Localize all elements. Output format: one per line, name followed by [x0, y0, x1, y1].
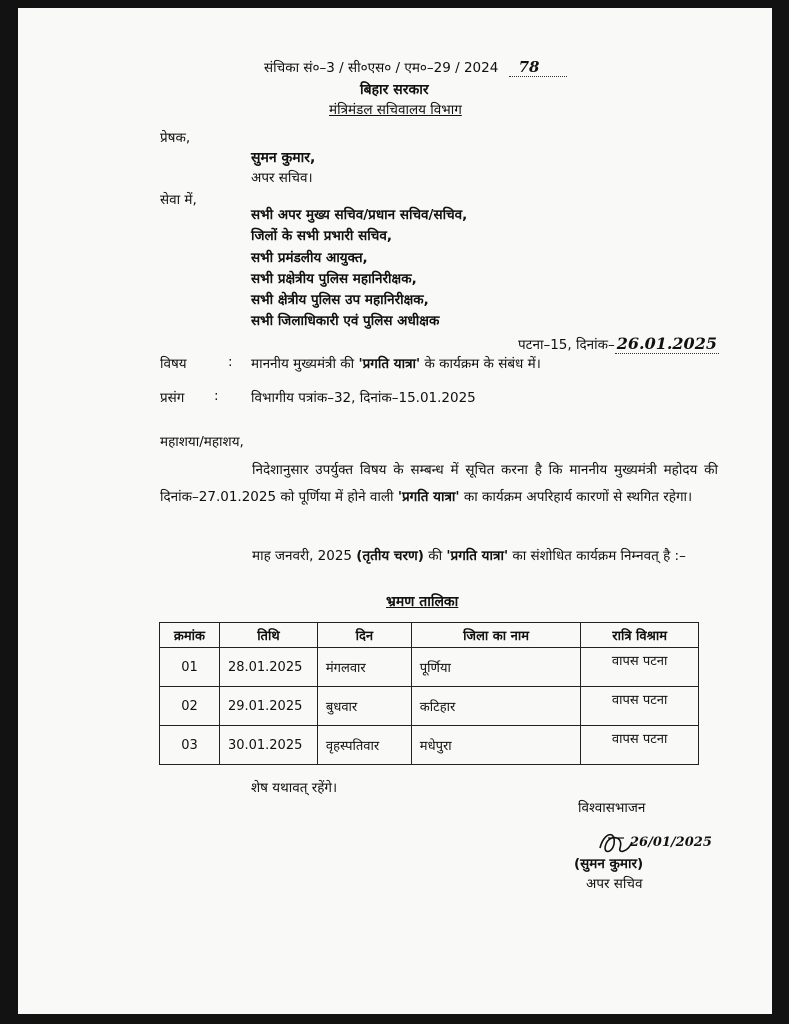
cell-day: वृहस्पतिवार — [317, 726, 411, 765]
place-date: पटना–15, दिनांक– 26.01.2025 — [518, 334, 717, 353]
signature-date: 26/01/2025 — [630, 835, 712, 850]
reference-colon: : — [214, 388, 219, 404]
signatory-designation: अपर सचिव — [586, 876, 643, 892]
recipient-line: सभी जिलाधिकारी एवं पुलिस अधीक्षक — [251, 313, 440, 329]
table-row — [160, 687, 699, 726]
recipients-label: सेवा में, — [160, 192, 197, 208]
cell-night-halt: वापस पटना — [581, 687, 699, 726]
recipient-line: सभी क्षेत्रीय पुलिस उप महानिरीक्षक, — [251, 292, 429, 308]
table-row — [160, 648, 699, 687]
govt-name: बिहार सरकार — [360, 82, 429, 98]
body-paragraph-1: निदेशानुसार उपर्युक्त विषय के सम्बन्ध में सूचित करना है कि माननीय मुख्यमंत्री महोदय की दिनांक–27.01.2025 को पूर्णिया में होने वाली 'प्रगति यात्रा' का कार्यक्रम अपरिहार्य कारणों से स्थगित रहेगा। — [160, 462, 718, 505]
cell-date: 29.01.2025 — [219, 687, 317, 726]
recipient-line: सभी प्रक्षेत्रीय पुलिस महानिरीक्षक, — [251, 271, 417, 287]
cell-day: बुधवार — [317, 687, 411, 726]
col-header-date: तिथि — [219, 623, 317, 648]
closing-note: शेष यथावत् रहेंगे। — [251, 780, 338, 796]
col-header-night-halt: रात्रि विश्राम — [581, 623, 699, 648]
subject-text: माननीय मुख्यमंत्री की 'प्रगति यात्रा' के कार्यक्रम के संबंध में। — [251, 356, 541, 372]
valediction: विश्वासभाजन — [578, 800, 646, 816]
cell-date: 30.01.2025 — [219, 726, 317, 765]
reference-text: विभागीय पत्रांक–32, दिनांक–15.01.2025 — [251, 390, 476, 406]
table-title: भ्रमण तालिका — [386, 594, 459, 610]
handwritten-file-serial: 78 — [518, 58, 540, 76]
salutation: महाशया/महाशय, — [160, 434, 244, 450]
recipient-line: जिलों के सभी प्रभारी सचिव, — [251, 228, 392, 244]
tour-schedule-table — [159, 622, 699, 765]
file-number: संचिका सं०–3 / सी०एस० / एम०–29 / 2024 78 — [264, 58, 567, 77]
col-header-serial: क्रमांक — [160, 623, 220, 648]
sender-label: प्रेषक, — [160, 130, 191, 146]
table-row — [160, 726, 699, 765]
table-header-row — [160, 623, 699, 648]
subject-colon: : — [228, 354, 233, 370]
cell-night-halt: वापस पटना — [581, 648, 699, 687]
col-header-day: दिन — [317, 623, 411, 648]
signatory-name: (सुमन कुमार) — [574, 856, 644, 872]
sender-name: सुमन कुमार, — [251, 150, 316, 166]
cell-date: 28.01.2025 — [219, 648, 317, 687]
subject-label: विषय — [160, 356, 187, 372]
body-paragraph-2: माह जनवरी, 2025 (तृतीय चरण) की 'प्रगति यात्रा' का संशोधित कार्यक्रम निम्नवत् है :– — [252, 548, 686, 564]
letter-page — [18, 8, 772, 1014]
cell-day: मंगलवार — [317, 648, 411, 687]
recipient-line: सभी प्रमंडलीय आयुक्त, — [251, 250, 368, 266]
cell-serial: 01 — [160, 648, 220, 687]
cell-district: मधेपुरा — [411, 726, 580, 765]
col-header-district: जिला का नाम — [411, 623, 580, 648]
reference-label: प्रसंग — [160, 390, 185, 406]
cell-night-halt: वापस पटना — [581, 726, 699, 765]
cell-serial: 02 — [160, 687, 220, 726]
sender-designation: अपर सचिव। — [251, 170, 313, 186]
handwritten-date: 26.01.2025 — [616, 334, 717, 353]
recipient-line: सभी अपर मुख्य सचिव/प्रधान सचिव/सचिव, — [251, 207, 468, 223]
department-name: मंत्रिमंडल सचिवालय विभाग — [329, 102, 462, 118]
cell-district: पूर्णिया — [411, 648, 580, 687]
cell-serial: 03 — [160, 726, 220, 765]
cell-district: कटिहार — [411, 687, 580, 726]
